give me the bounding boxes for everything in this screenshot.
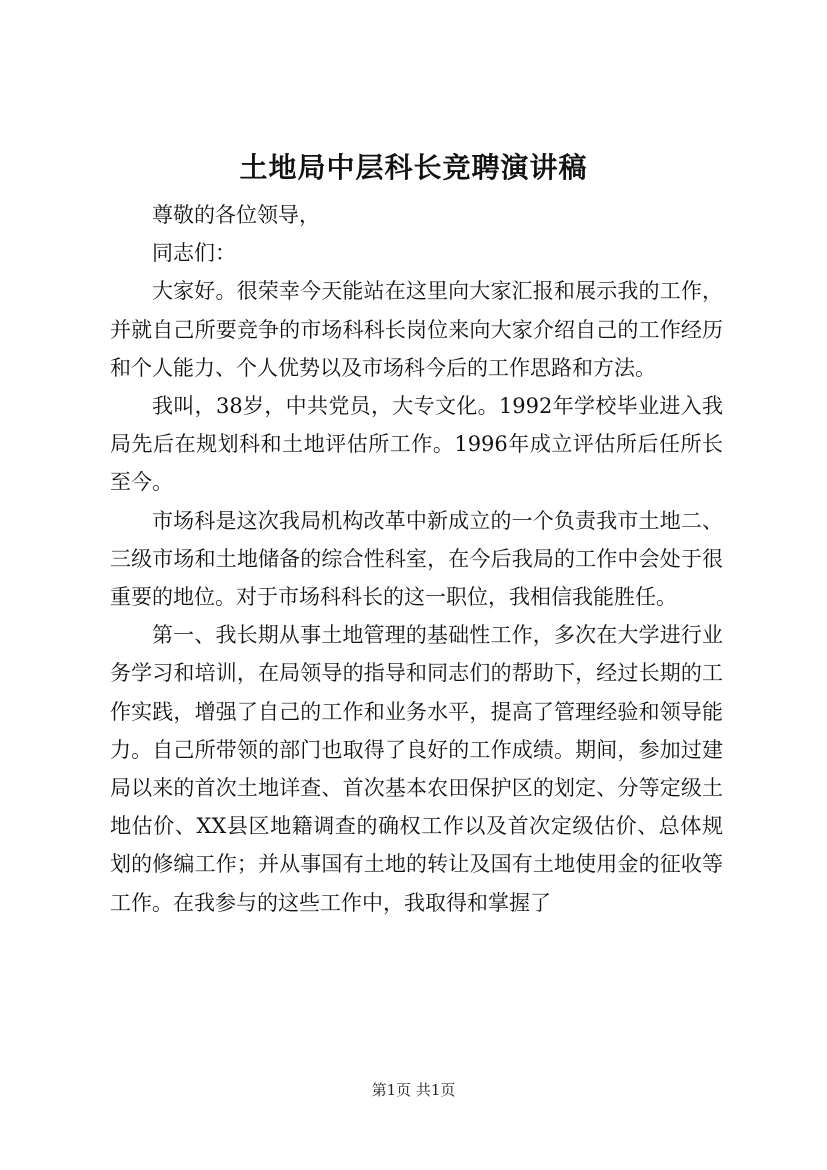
document-body: [110, 196, 723, 922]
paragraph-first-point: 第一、我长期从事土地管理的基础性工作，多次在大学进行业务学习和培训，在局领导的指导和同志们的帮助下，经过长期的工作实践，增强了自己的工作和业务水平，提高了管理经验和领导能力。自己所带领的部门也取得了良好的工作成绩。期间，参加过建局以来的首次土地详查、首次基本农田保护区的划定、分等定级土地估价、XX县区地籍调查的确权工作以及首次定级估价、总体规划的修编工作；并从事国有土地的转让及国有土地使用金的征收等工作。在我参与的这些工作中，我取得和掌握了: [110, 623, 723, 915]
page-number: 第1页 共1页: [371, 1081, 456, 1099]
paragraph-self-intro: 我叫，38岁，中共党员，大专文化。1992年学校毕业进入我局先后在规划科和土地评估所工作。1996年成立评估所后任所长至今。: [110, 394, 723, 495]
paragraph-greeting: 大家好。很荣幸今天能站在这里向大家汇报和展示我的工作，并就自己所要竞争的市场科科长岗位来向大家介绍自己的工作经历和个人能力、个人优势以及市场科今后的工作思路和方法。: [110, 279, 723, 380]
document-title: 土地局中层科长竞聘演讲稿: [239, 151, 588, 184]
paragraph-market-section: 市场科是这次我局机构改革中新成立的一个负责我市土地二、三级市场和土地储备的综合性科室，在今后我局的工作中会处于很重要的地位。对于市场科科长的这一职位，我相信我能胜任。: [110, 508, 723, 610]
salutation-leaders: 尊敬的各位领导，: [152, 203, 320, 227]
salutation-comrades: 同志们：: [152, 241, 236, 266]
